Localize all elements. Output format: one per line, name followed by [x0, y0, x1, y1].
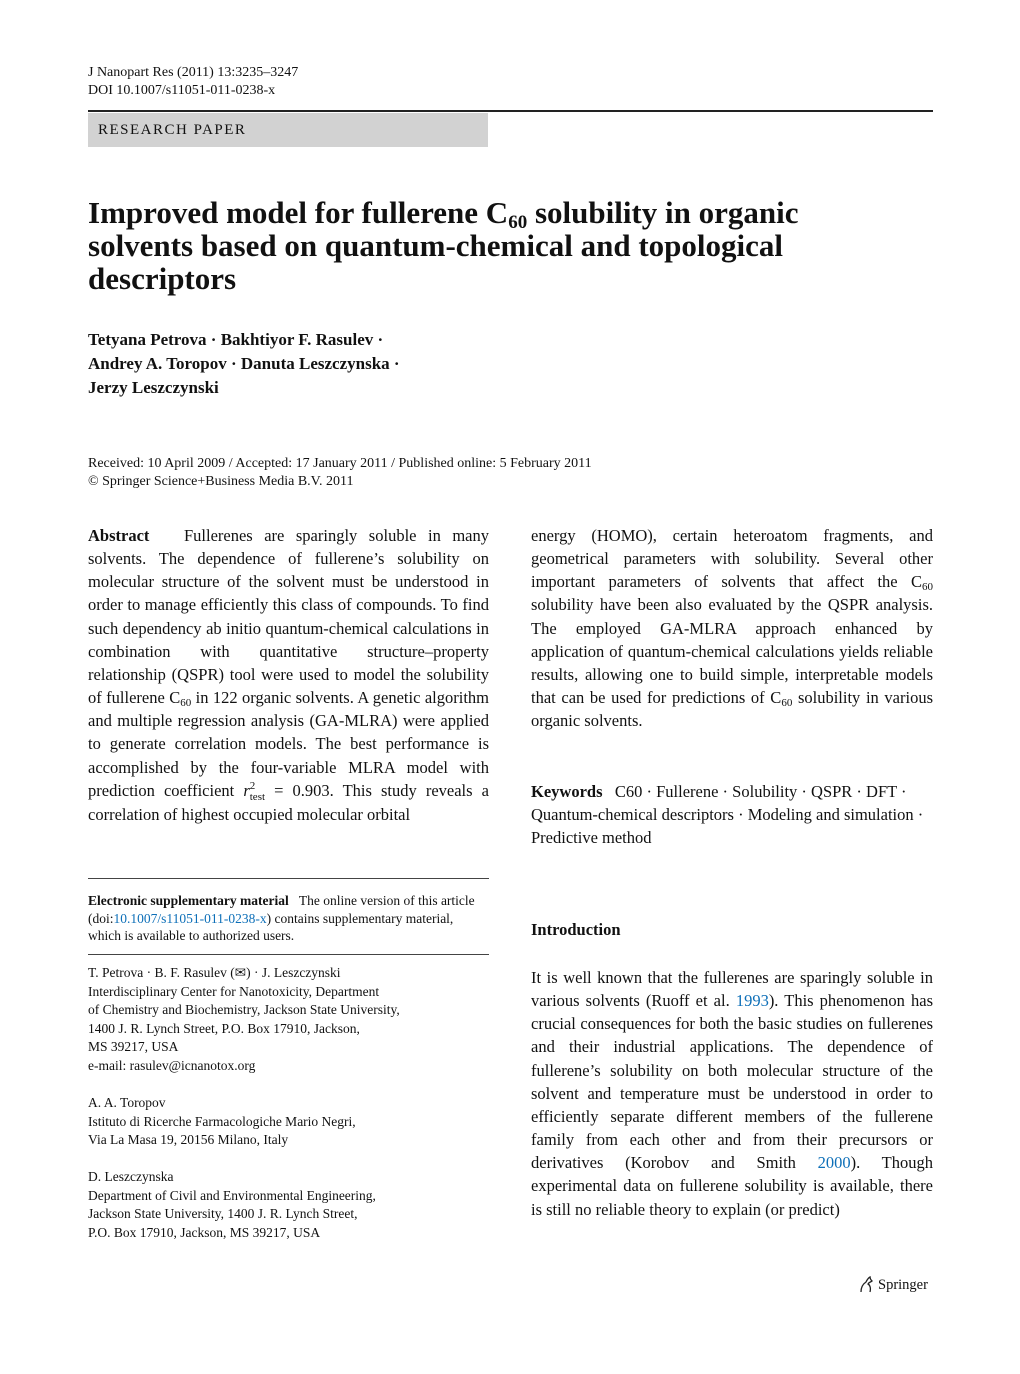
introduction-body	[531, 966, 933, 1221]
history-dates: Received: 10 April 2009 / Accepted: 17 January 2011 / Published online: 5 February 2011	[88, 456, 592, 471]
r-superscript: 2	[249, 779, 256, 792]
publisher-name: Springer	[878, 1276, 928, 1293]
affiliation-2-line: Istituto di Ricerche Farmacologiche Mario Negri,	[88, 1113, 356, 1129]
affiliation-1-names: T. Petrova · B. F. Rasulev (✉) · J. Leszczynski	[88, 965, 341, 980]
authors-line-3: Jerzy Leszczynski	[88, 378, 219, 397]
abstract-left-text	[88, 524, 489, 826]
affiliation-3	[88, 1168, 489, 1242]
affiliation-3-line: Jackson State University, 1400 J. R. Lynch Street,	[88, 1206, 358, 1221]
esm-text-1: The online version of this article (doi:	[88, 893, 475, 926]
abstract-left-part-2: in 122 organic solvents. A genetic algorithm and multiple regression analysis (GA-MLRA) were applied to generate correlation models. The best performance is accomplished by the four-variable MLRA model with prediction coefficient	[88, 688, 489, 800]
esm-text-2: ) contains supplementary material, which is available to authorized users.	[88, 910, 454, 943]
title-text-2: solubility in organic solvents based on quantum-chemical and topological descriptors	[88, 195, 799, 296]
footnote-rule	[88, 878, 489, 879]
r-subscript: test	[249, 790, 266, 803]
intro-text-1: It is well known that the fullerenes are sparingly soluble in various solvents (Ruoff et al.	[531, 968, 933, 1011]
abstract-left-part-1: Fullerenes are sparingly soluble in many solvents. The dependence of fullerene’s solubility on molecular structure of the solvent must be understood in order to manage efficiently this class of compounds. To find such dependency ab initio quantum-chemical calculations in combination with quantitative structure–property relationship (QSPR) tool were used to model the solubility of fullerene C	[88, 526, 490, 708]
intro-text-3: ). Though experimental data on fullerene solubility is available, there is still no reliable theory to explain (or predict)	[531, 1153, 934, 1219]
journal-doi: DOI 10.1007/s11051-011-0238-x	[88, 83, 276, 98]
affiliation-1-email: e-mail: rasulev@icnanotox.org	[88, 1057, 256, 1073]
intro-text-2: ). This phenomenon has crucial consequences for both the basic studies on fullerenes and their industrial applications. The dependence of fullerene’s solubility on both molecular structure of the solvent and temperature must be understood in order to efficiently separate different members of the fullerene family from each other and from their precursors or derivatives (Korobov and Smith	[531, 991, 933, 1173]
header-rule	[88, 110, 933, 112]
affiliation-rule	[88, 954, 489, 955]
abstract-left-part-3: = 0.903. This study reveals a correlation of highest occupied molecular orbital	[88, 780, 489, 824]
affiliation-1-line: Interdisciplinary Center for Nanotoxicity, Department	[88, 983, 380, 999]
esm-doi-link[interactable]: 10.1007/s11051-011-0238-x	[113, 910, 267, 926]
r-scripts	[250, 781, 265, 803]
abstract-right-sub-1: 60	[922, 581, 933, 594]
keywords-block	[531, 780, 933, 849]
copyright-line: © Springer Science+Business Media B.V. 2011	[88, 474, 354, 489]
article-title	[88, 196, 868, 295]
affiliation-1-line: of Chemistry and Biochemistry, Jackson State University,	[88, 1002, 400, 1017]
citation-link[interactable]: 2000	[817, 1153, 851, 1173]
abstract-right-part-3: solubility in various organic solvents.	[531, 688, 934, 731]
affiliation-1-line: 1400 J. R. Lynch Street, P.O. Box 17910, Jackson,	[88, 1020, 360, 1036]
authors-line-2: Andrey A. Toropov · Danuta Leszczynska ·	[88, 354, 400, 373]
section-banner: RESEARCH PAPER	[88, 113, 488, 147]
publisher-logo	[858, 1276, 928, 1294]
publication-dates	[88, 455, 788, 491]
abstract-right-sub-2: 60	[781, 697, 793, 710]
abstract-right-text	[531, 524, 933, 732]
journal-header	[88, 64, 298, 100]
introduction-heading: Introduction	[531, 920, 621, 939]
title-subscript: 60	[508, 212, 528, 233]
keywords-heading: Keywords	[531, 782, 603, 801]
affiliation-2	[88, 1094, 489, 1150]
affiliation-3-line: P.O. Box 17910, Jackson, MS 39217, USA	[88, 1224, 321, 1240]
affiliation-2-names: A. A. Toropov	[88, 1095, 166, 1110]
citation-link[interactable]: 1993	[735, 991, 769, 1011]
supplementary-note	[88, 892, 489, 945]
introduction-paragraph	[531, 966, 933, 1221]
abstract-left-sub-1: 60	[180, 697, 192, 710]
affiliation-3-names: D. Leszczynska	[88, 1169, 174, 1184]
affiliation-3-line: Department of Civil and Environmental Engineering,	[88, 1187, 376, 1203]
affiliation-2-line: Via La Masa 19, 20156 Milano, Italy	[88, 1132, 289, 1147]
affiliation-1-line: MS 39217, USA	[88, 1039, 179, 1054]
abstract-right-column	[531, 524, 933, 732]
esm-heading: Electronic supplementary material	[88, 893, 289, 908]
journal-citation: J Nanopart Res (2011) 13:3235–3247	[88, 65, 299, 80]
abstract-right-part-1: energy (HOMO), certain heteroatom fragments, and geometrical parameters with solubility. Several other important parameters of solvents that affect the C	[531, 526, 933, 592]
keywords-text: C60 · Fullerene · Solubility · QSPR · DFT · Quantum-chemical descriptors · Modeling and simulation · Predictive method	[531, 782, 924, 847]
abstract-left-column	[88, 524, 489, 826]
affiliation-1	[88, 964, 489, 1075]
title-text-1: Improved model for fullerene C	[88, 195, 509, 230]
r-symbol: r	[243, 780, 250, 800]
author-list	[88, 328, 608, 400]
abstract-right-part-2: solubility have been also evaluated by the QSPR analysis. The employed GA-MLRA approach enhanced by application of quantum-chemical calculations yields reliable results, allowing one to build simple, interpretable models that can be used for predictions of C	[531, 595, 933, 708]
authors-line-1: Tetyana Petrova · Bakhtiyor F. Rasulev ·	[88, 330, 384, 349]
springer-horse-icon	[858, 1276, 874, 1294]
abstract-heading: Abstract	[88, 526, 150, 545]
